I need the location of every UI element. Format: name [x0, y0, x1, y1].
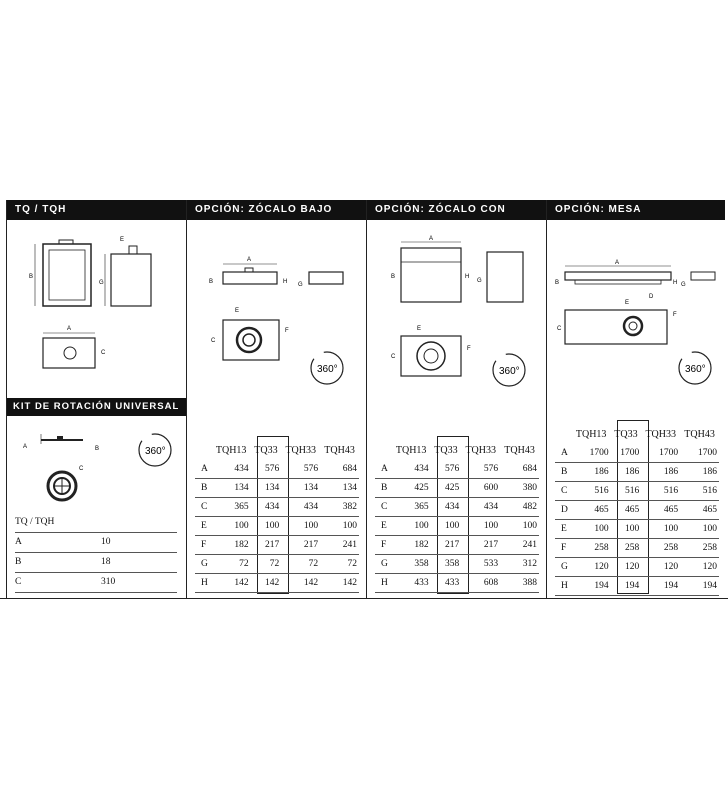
svg-text:B: B [209, 279, 214, 285]
zocalo-lenero-table [375, 440, 539, 593]
zocalo-bajo-table [195, 440, 359, 593]
svg-text:F: F [467, 346, 471, 352]
column-header: TQH33 [285, 444, 316, 456]
table-row: G 358 358 533 312 [375, 555, 539, 574]
svg-text:G: G [477, 278, 482, 284]
panel-zocalo-bajo [187, 200, 367, 598]
table-row: H 194 194 194 194 [555, 577, 719, 596]
kit-label-c: C [79, 466, 84, 472]
svg-text:360°: 360° [685, 364, 706, 375]
table-row: A 434 576 576 684 [195, 460, 359, 479]
svg-text:A: A [615, 260, 620, 266]
svg-text:E: E [235, 308, 240, 314]
table-row: B 425 425 600 380 [375, 479, 539, 498]
dim-label-a: A [67, 326, 72, 332]
bottom-rule [0, 598, 728, 599]
svg-text:G: G [298, 282, 303, 288]
dim-label-c: C [101, 350, 106, 356]
svg-text:C: C [211, 338, 216, 344]
table-row: E 100 100 100 100 [195, 517, 359, 536]
column-header: TQH43 [504, 444, 535, 456]
mesa-drawing [553, 256, 723, 396]
table-row: A 1700 1700 1700 1700 [555, 444, 719, 463]
svg-text:F: F [673, 312, 677, 318]
dimension-sheet [6, 200, 725, 598]
tq-front-drawing [25, 236, 175, 386]
table-row: H 142 142 142 142 [195, 574, 359, 593]
column-header: TQ33 [614, 428, 638, 440]
column-header: TQH13 [215, 444, 247, 456]
panel-title: TQ / TQH [7, 200, 186, 220]
table-row: G 120 120 120 120 [555, 558, 719, 577]
dim-label-b: B [29, 274, 34, 280]
svg-text:E: E [625, 300, 630, 306]
panel-title: OPCIÓN: ZÓCALO BAJO [187, 200, 366, 220]
panel-title: OPCIÓN: MESA [547, 200, 725, 220]
zocalo-bajo-drawing [197, 256, 357, 396]
mesa-table [555, 424, 719, 596]
svg-text:C: C [391, 354, 396, 360]
table-row: E 100 100 100 100 [555, 520, 719, 539]
table-row: C 365 434 434 482 [375, 498, 539, 517]
svg-text:A: A [429, 236, 434, 242]
table-row: B 186 186 186 186 [555, 463, 719, 482]
svg-text:D: D [649, 294, 654, 300]
list-item: C 310 [15, 573, 177, 593]
svg-text:H: H [465, 274, 470, 280]
table-row: B 134 134 134 134 [195, 479, 359, 498]
column-header: TQH13 [395, 444, 427, 456]
panel-title: OPCIÓN: ZÓCALO CON LEÑERO [367, 200, 546, 220]
svg-text:360°: 360° [317, 364, 338, 375]
table-row: F 182 217 217 241 [375, 536, 539, 555]
table-row: C 516 516 516 516 [555, 482, 719, 501]
table-row: A 434 576 576 684 [375, 460, 539, 479]
column-header: TQH13 [575, 428, 607, 440]
kit-dimension-list [15, 512, 177, 593]
panel-mesa [547, 200, 725, 598]
svg-text:E: E [417, 326, 422, 332]
svg-text:B: B [555, 280, 560, 286]
svg-text:G: G [681, 282, 686, 288]
svg-text:F: F [285, 328, 289, 334]
zocalo-lenero-drawing [377, 236, 537, 396]
kit-list-title: TQ / TQH [15, 512, 177, 533]
table-row: H 433 433 608 388 [375, 574, 539, 593]
panel-tq [7, 200, 187, 598]
svg-text:B: B [391, 274, 396, 280]
column-header: TQ33 [254, 444, 278, 456]
svg-text:C: C [557, 326, 562, 332]
panel-zocalo-lenero [367, 200, 547, 598]
kit-title: KIT DE ROTACIÓN UNIVERSAL [7, 398, 186, 416]
dim-label-g: G [99, 280, 104, 286]
table-row: E 100 100 100 100 [375, 517, 539, 536]
svg-text:H: H [283, 279, 288, 285]
list-item: A 10 [15, 533, 177, 553]
column-header: TQH43 [684, 428, 715, 440]
column-header: TQH33 [645, 428, 676, 440]
table-row: C 365 434 434 382 [195, 498, 359, 517]
list-item: B 18 [15, 553, 177, 573]
kit-drawing [17, 428, 187, 508]
column-header: TQH43 [324, 444, 355, 456]
kit-label-a: A [23, 444, 28, 450]
dim-label-e: E [120, 237, 125, 243]
table-row: G 72 72 72 72 [195, 555, 359, 574]
table-row: F 182 217 217 241 [195, 536, 359, 555]
kit-label-b: B [95, 446, 100, 452]
svg-text:H: H [673, 280, 678, 286]
column-header: TQH33 [465, 444, 496, 456]
table-row: D 465 465 465 465 [555, 501, 719, 520]
svg-text:360°: 360° [499, 366, 520, 377]
table-row: F 258 258 258 258 [555, 539, 719, 558]
column-header: TQ33 [434, 444, 458, 456]
rotation-label: 360° [145, 446, 166, 457]
svg-text:A: A [247, 257, 252, 263]
